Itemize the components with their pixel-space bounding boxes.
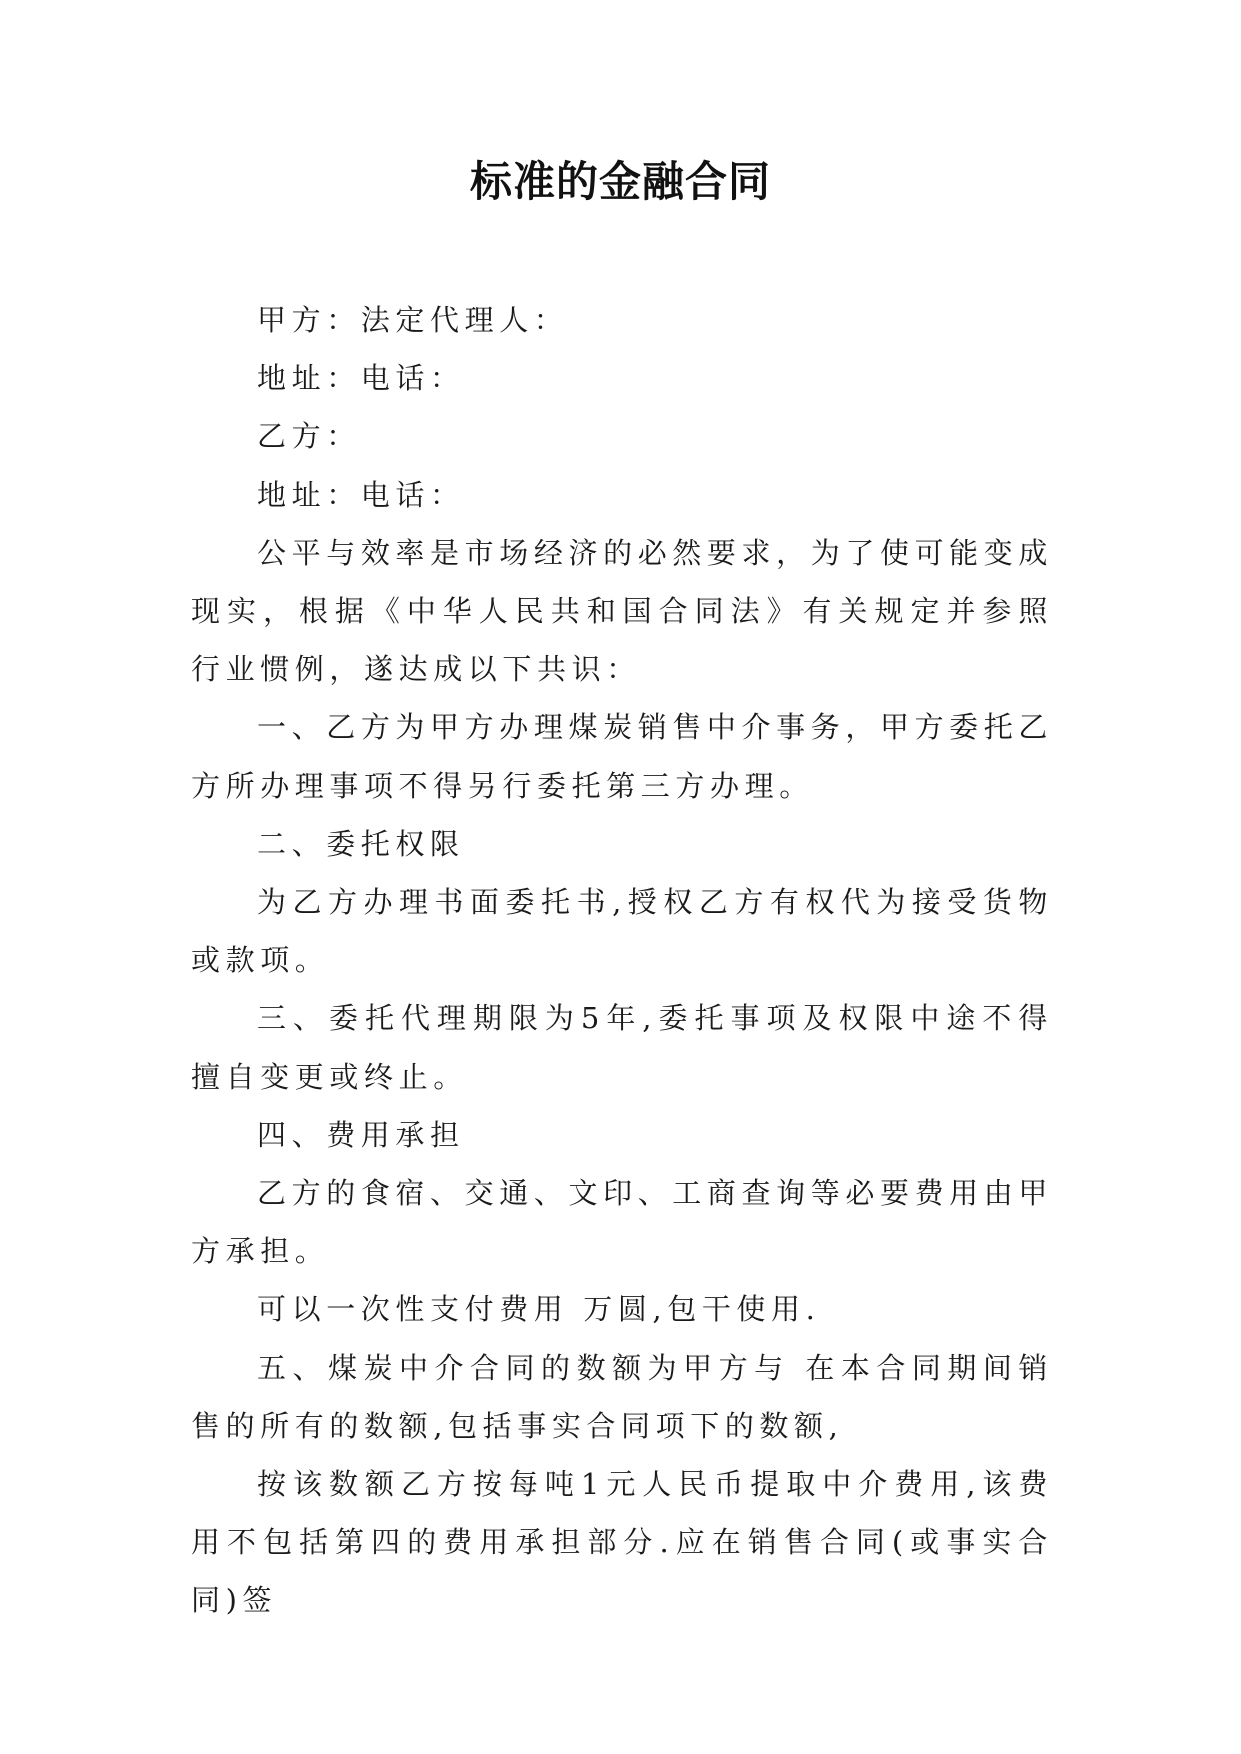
clause-2-heading: 二、委托权限	[257, 826, 465, 861]
clause-1-paragraph: 一、乙方为甲方办理煤炭销售中介事务，甲方委托乙方所办理事项不得另行委托第三方办理。	[191, 710, 1053, 803]
clause-2-paragraph: 为乙方办理书面委托书,授权乙方有权代为接受货物或款项。	[191, 885, 1053, 978]
clause-3-paragraph: 三、委托代理期限为5年,委托事项及权限中途不得擅自变更或终止。	[191, 1001, 1053, 1094]
clause-4-heading: 四、费用承担	[257, 1117, 465, 1152]
party-a-address-line: 地址：电话：	[257, 361, 465, 396]
clause-4-paragraph: 乙方的食宿、交通、文印、工商查询等必要费用由甲方承担。	[191, 1176, 1053, 1269]
document-title: 标准的金融合同	[469, 157, 771, 206]
party-b-line: 乙方：	[257, 419, 361, 454]
clause-4-lump-sum-paragraph: 可以一次性支付费用 万圆,包干使用.	[257, 1292, 821, 1327]
document-body	[191, 291, 1053, 1630]
party-a-line: 甲方：法定代理人：	[257, 303, 569, 337]
clause-5-fee-paragraph: 按该数额乙方按每吨1元人民币提取中介费用,该费用不包括第四的费用承担部分.应在销售合同(或事实合同)签	[191, 1467, 1053, 1618]
party-b-address-line: 地址：电话：	[257, 477, 465, 512]
clause-5-paragraph: 五、煤炭中介合同的数额为甲方与 在本合同期间销售的所有的数额,包括事实合同项下的数额,	[191, 1350, 1053, 1443]
preamble-paragraph: 公平与效率是市场经济的必然要求，为了使可能变成现实，根据《中华人民共和国合同法》有关规定并参照行业惯例，遂达成以下共识：	[191, 535, 1053, 687]
